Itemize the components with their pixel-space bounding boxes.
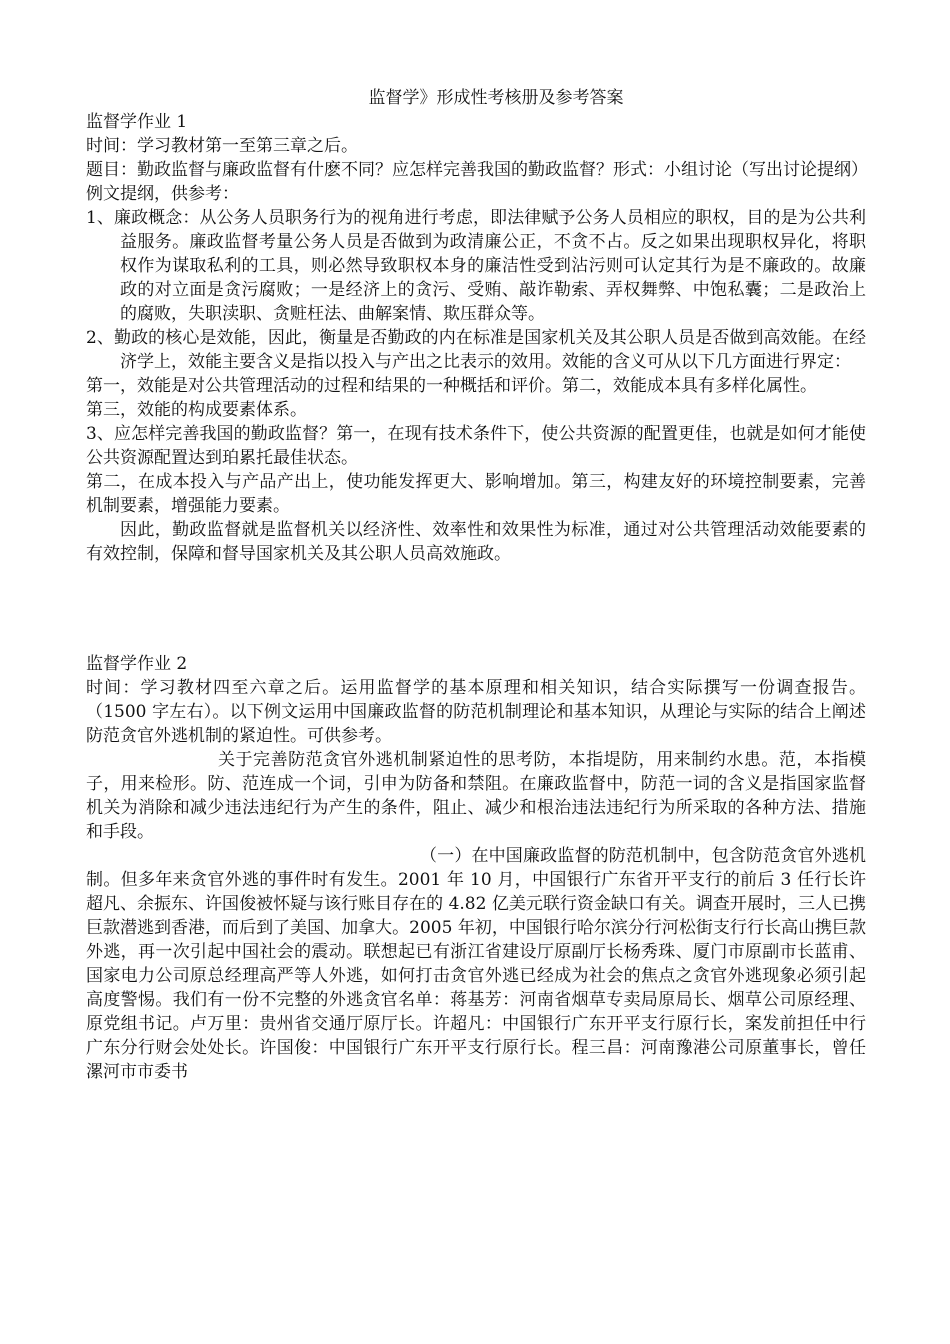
hw1-line-third: 第三，效能的构成要素体系。 — [86, 400, 307, 420]
hw1-point-3: 3、应怎样完善我国的勤政监督？第一，在现有技术条件下，使公共资源的配置更佳，也就是如何才能使公共资源配置达到珀累托最佳状态。 — [86, 424, 866, 468]
hw2-time: 时间：学习教材四至六章之后。运用监督学的基本原理和相关知识，结合实际撰写一份调查报告。（1500 字左右）。以下例文运用中国廉政监督的防范机制理论和基本知识，从理论与实际的结合上阐述防范贪官外逃机制的紧迫性。可供参考。 — [86, 678, 866, 746]
hw2-heading: 监督学作业 2 — [86, 654, 188, 674]
hw1-point-1: 1、廉政概念：从公务人员职务行为的视角进行考虑，即法律赋予公务人员相应的职权，目的是为公共利益服务。廉政监督考量公务人员是否做到为政清廉公正，不贪不占。反之如果出现职权异化，将职权作为谋取私利的工具，则必然导致职权本身的廉洁性受到沾污则可认定其行为是不廉政的。故廉政的对立面是贪污腐败；一是经济上的贪污、受贿、敲诈勒索、弄权舞弊、中饱私囊；二是政治上的腐败，失职渎职、贪赃枉法、曲解案情、欺压群众等。 — [86, 208, 866, 324]
hw2-intro: 关于完善防范贪官外逃机制紧迫性的思考防，本指堤防，用来制约水患。范，本指模子，用来检形。防、范连成一个词，引申为防备和禁阻。在廉政监督中，防范一词的含义是指国家监督机关为消除和减少违法违纪行为产生的条件，阻止、减少和根治违法违纪行为所采取的各种方法、措施和手段。 — [86, 750, 866, 842]
document-page — [86, 86, 866, 1084]
hw1-topic: 题目：勤政监督与廉政监督有什麽不同？应怎样完善我国的勤政监督？形式：小组讨论（写出讨论提纲） — [86, 160, 868, 180]
hw1-point-2: 2、勤政的核心是效能，因此，衡量是否勤政的内在标准是国家机关及其公职人员是否做到高效能。在经济学上，效能主要含义是指以投入与产出之比表示的效用。效能的含义可从以下几方面进行界定： — [86, 328, 866, 372]
hw2-section-1: （一）在中国廉政监督的防范机制中，包含防范贪官外逃机制。但多年来贪官外逃的事件时有发生。2001 年 10 月，中国银行广东省开平支行的前后 3 任行长许超凡、余振东、许国俊被怀疑与该行账目存在的 4.82 亿美元联行资金缺口有关。调查开展时，三人已携巨款潜逃到香港，而后到了美国、加拿大。2005 年初，中国银行哈尔滨分行河松街支行行长高山携巨款外逃，再一次引起中国社会的震动。联想起已有浙江省建设厅原副厅长杨秀珠、厦门市原副市长蓝甫、国家电力公司原总经理高严等人外逃，如何打击贪官外逃已经成为社会的焦点之贪官外逃现象必须引起高度警惕。我们有一份不完整的外逃贪官名单：蒋基芳：河南省烟草专卖局原局长、烟草公司原经理、原党组书记。卢万里：贵州省交通厅原厅长。许超凡：中国银行广东开平支行原行长，案发前担任中行广东分行财会处处长。许国俊：中国银行广东开平支行原行长。程三昌：河南豫港公司原董事长，曾任漯河市市委书 — [86, 846, 866, 1082]
hw1-time: 时间：学习教材第一至第三章之后。 — [86, 136, 358, 156]
document-title: 监督学》形成性考核册及参考答案 — [368, 88, 624, 108]
hw1-conclusion: 因此，勤政监督就是监督机关以经济性、效率性和效果性为标准，通过对公共管理活动效能要素的有效控制，保障和督导国家机关及其公职人员高效施政。 — [86, 520, 866, 564]
section-gap — [86, 566, 866, 652]
hw1-outline-intro: 例文提纲，供参考： — [86, 184, 239, 204]
hw1-line-first: 第一，效能是对公共管理活动的过程和结果的一种概括和评价。第二，效能成本具有多样化属性。 — [86, 376, 817, 396]
hw1-heading: 监督学作业 1 — [86, 112, 188, 132]
hw1-line-second: 第二，在成本投入与产品产出上，使功能发挥更大、影响增加。第三，构建友好的环境控制要素，完善机制要素，增强能力要素。 — [86, 472, 866, 516]
